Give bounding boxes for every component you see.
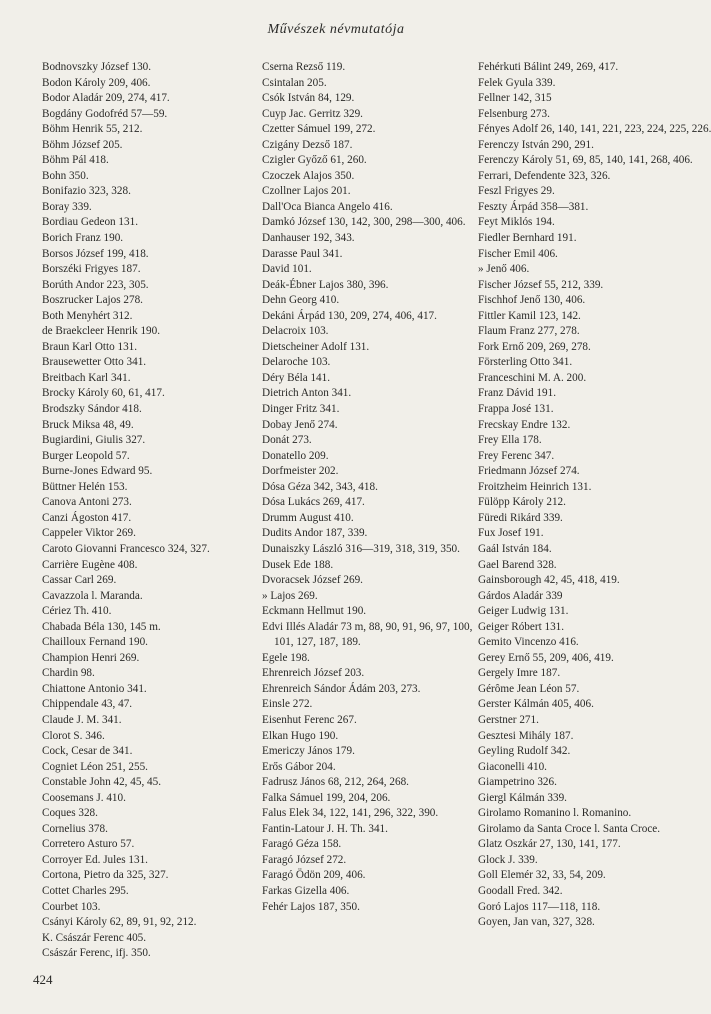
index-entry: Froitzheim Heinrich 131. [478,480,592,493]
index-entry: Burger Leopold 57. [42,449,130,462]
index-entry: Czollner Lajos 201. [262,185,351,198]
index-entry: Emericzy János 179. [262,745,355,758]
index-entry: » Lajos 269. [262,589,318,602]
index-entry: Both Menyhért 312. [42,309,133,322]
index-entry: Böhm Pál 418. [42,154,109,167]
index-entry: » Jenő 406. [478,263,530,276]
index-entry: Danhauser 192, 343. [262,232,355,245]
running-head: Művészek névmutatója [267,22,405,37]
index-entry: Cserna Rezső 119. [262,61,346,73]
index-entry: Felek Gyula 339. [478,76,556,89]
index-entry: Déry Béla 141. [262,371,331,384]
index-entry: Borszéki Frigyes 187. [42,263,141,276]
index-entry: Feszl Frigyes 29. [478,185,555,198]
index-entry: Elkan Hugo 190. [262,729,339,742]
index-entry: Glatz Oszkár 27, 130, 141, 177. [478,838,621,851]
index-entry: Gerster Kálmán 405, 406. [478,698,594,711]
index-entry: Erős Gábor 204. [262,760,336,773]
index-entry: Cavazzola l. Maranda. [42,589,143,602]
index-entry: Faragó Géza 158. [262,838,342,851]
index-entry: Chabada Béla 130, 145 m. [42,620,161,633]
index-entry: Breitbach Karl 341. [42,371,131,384]
index-column-2 [262,60,480,915]
index-entry: Büttner Helén 153. [42,480,128,493]
index-entry: Fülöpp Károly 212. [478,496,566,509]
index-entry: Falka Sámuel 199, 204, 206. [262,791,391,804]
index-entry: Geyling Rudolf 342. [478,745,571,758]
index-entry: Braun Karl Otto 131. [42,340,138,353]
index-entry: Csányi Károly 62, 89, 91, 92, 212. [42,916,197,929]
index-entry: Dudits Andor 187, 339. [262,527,368,540]
index-entry: Corretero Asturo 57. [42,838,135,851]
index-entry: Böhm József 205. [42,138,123,151]
index-entry: Cogniet Léon 251, 255. [42,760,148,773]
index-entry: Czoczek Alajos 350. [262,169,355,182]
index-entry: Darasse Paul 341. [262,247,343,260]
index-entry: Dehn Georg 410. [262,294,340,307]
index-entry: Gerstner 271. [478,713,539,726]
index-entry: Gerey Ernő 55, 209, 406, 419. [478,651,614,664]
index-entry: Goró Lajos 117—118, 118. [478,900,601,913]
index-entry: Csók István 84, 129. [262,92,355,105]
index-entry: Claude J. M. 341. [42,713,122,726]
index-entry: Cassar Carl 269. [42,574,117,587]
index-entry: Corroyer Ed. Jules 131. [42,853,148,866]
index-entry: de Braekcleer Henrik 190. [42,325,161,338]
index-entry: Brocky Károly 60, 61, 417. [42,387,165,400]
index-entry: Gesztesi Mihály 187. [478,729,574,742]
index-entry: Dekáni Árpád 130, 209, 274, 406, 417. [262,309,437,322]
index-entry: Geiger Ludwig 131. [478,605,569,618]
index-entry: Franceschini M. A. 200. [478,371,587,384]
index-entry: Ferrari, Defendente 323, 326. [478,169,611,182]
index-entry: Gergely Imre 187. [478,667,561,680]
index-entry: Goyen, Jan van, 327, 328. [478,916,595,929]
index-entry: Felsenburg 273. [478,107,550,120]
index-entry: Damkó József 130, 142, 300, 298—300, 406. [262,216,466,229]
index-entry: Chiattone Antonio 341. [42,682,147,695]
index-entry: Feyt Miklós 194. [478,216,555,229]
index-entry: Bohn 350. [42,169,89,182]
index-entry: Ehrenreich József 203. [262,667,365,680]
index-entry: Fantin-Latour J. H. Th. 341. [262,822,388,835]
index-entry: Drumm August 410. [262,511,354,524]
index-entry: Bruck Miksa 48, 49. [42,418,134,431]
index-entry: Girolamo Romanino l. Romanino. [478,807,632,820]
index-entry: Goll Elemér 32, 33, 54, 209. [478,869,606,882]
index-entry: Canzi Ágoston 417. [42,511,132,524]
index-entry: Brodszky Sándor 418. [42,403,142,416]
index-entry: Fadrusz János 68, 212, 264, 268. [262,776,409,789]
index-entry: Dusek Ede 188. [262,558,334,571]
index-entry: Bodor Aladár 209, 274, 417. [42,92,170,105]
index-entry: Dorfmeister 202. [262,465,339,478]
index-entry: Cornelius 378. [42,822,108,835]
index-entry: Cottet Charles 295. [42,884,129,897]
index-entry: Dinger Fritz 341. [262,403,340,416]
index-entry: Ferenczy Károly 51, 69, 85, 140, 141, 268, 406. [478,154,693,167]
index-entry: Fux Josef 191. [478,527,544,540]
index-entry: Fehérkuti Bálint 249, 269, 417. [478,61,619,73]
index-entry: Chardin 98. [42,667,95,680]
index-entry: Dobay Jenő 274. [262,418,338,431]
index-entry: Borich Franz 190. [42,232,124,245]
index-entry: Goodall Fred. 342. [478,884,563,897]
index-entry: Dall'Oca Bianca Angelo 416. [262,200,393,213]
index-entry: Fischer Emil 406. [478,247,558,260]
index-entry: Faragó Ödön 209, 406. [262,869,366,882]
index-entry: David 101. [262,263,312,276]
index-entry: Fellner 142, 315 [478,92,552,105]
index-entry: Császár Ferenc, ifj. 350. [42,947,151,960]
index-entry: Delaroche 103. [262,356,331,369]
index-entry: Ehrenreich Sándor Ádám 203, 273. [262,682,421,695]
index-entry: Gaál István 184. [478,542,552,555]
index-entry: Courbet 103. [42,900,101,913]
index-entry: Czetter Sámuel 199, 272. [262,123,376,136]
index-entry: Fiedler Bernhard 191. [478,232,577,245]
index-entry: Cuyp Jac. Gerritz 329. [262,107,363,120]
index-entry: Bogdány Godofréd 57—59. [42,107,168,120]
index-entry: Dietrich Anton 341. [262,387,352,400]
index-entry: Deák-Ébner Lajos 380, 396. [262,278,389,291]
index-entry: Dietscheiner Adolf 131. [262,340,370,353]
index-entry: Försterling Otto 341. [478,356,573,369]
index-entry: Cortona, Pietro da 325, 327. [42,869,169,882]
index-entry: Feszty Árpád 358—381. [478,200,589,213]
index-entry: Friedmann József 274. [478,465,580,478]
index-entry: Bonifazio 323, 328. [42,185,131,198]
index-entry: Gérôme Jean Léon 57. [478,682,580,695]
index-entry: Caroto Giovanni Francesco 324, 327. [42,542,210,555]
index-entry: Böhm Henrik 55, 212. [42,123,143,136]
index-entry: Brausewetter Otto 341. [42,356,147,369]
index-entry: Bodon Károly 209, 406. [42,76,151,89]
index-entry: Edvi Illés Aladár 73 m, 88, 90, 91, 96, 97, 100, 101, 127, 187, 189. [262,620,473,649]
index-entry: Borsos József 199, 418. [42,247,149,260]
index-entry: Gael Barend 328. [478,558,557,571]
index-entry: Frecskay Endre 132. [478,418,571,431]
index-entry: Gainsborough 42, 45, 418, 419. [478,574,620,587]
index-entry: Geiger Róbert 131. [478,620,565,633]
index-entry: Eisenhut Ferenc 267. [262,713,357,726]
index-entry: Cock, Cesar de 341. [42,745,133,758]
index-entry: Czigány Dezső 187. [262,138,353,151]
index-entry: Giergl Kálmán 339. [478,791,567,804]
index-entry: Czigler Győző 61, 260. [262,154,367,167]
index-entry: Dvoracsek József 269. [262,574,363,587]
index-entry: Champion Henri 269. [42,651,140,664]
index-entry: Burne-Jones Edward 95. [42,465,153,478]
index-entry: Fényes Adolf 26, 140, 141, 221, 223, 224, 225, 226. [478,123,711,136]
index-entry: Egele 198. [262,651,310,664]
index-entry: Flaum Franz 277, 278. [478,325,580,338]
index-entry: Frappa José 131. [478,403,554,416]
index-entry: Franz Dávid 191. [478,387,556,400]
index-entry: Einsle 272. [262,698,313,711]
index-entry: Dósa Lukács 269, 417. [262,496,365,509]
index-entry: K. Császár Ferenc 405. [42,931,147,944]
index-entry: Füredi Rikárd 339. [478,511,563,524]
index-entry: Fork Ernő 209, 269, 278. [478,340,591,353]
index-entry: Boszrucker Lajos 278. [42,294,143,307]
index-entry: Frey Ferenc 347. [478,449,555,462]
index-entry: Clorot S. 346. [42,729,105,742]
index-entry: Dósa Géza 342, 343, 418. [262,480,378,493]
index-entry: Donatello 209. [262,449,329,462]
index-entry: Boray 339. [42,200,92,213]
index-entry: Carrière Eugène 408. [42,558,138,571]
index-entry: Faragó József 272. [262,853,347,866]
index-entry: Coosemans J. 410. [42,791,126,804]
index-entry: Coques 328. [42,807,98,820]
index-entry: Fehér Lajos 187, 350. [262,900,360,913]
index-entry: Fischer József 55, 212, 339. [478,278,604,291]
index-entry: Bordiau Gedeon 131. [42,216,139,229]
index-entry: Cériez Th. 410. [42,605,112,618]
page-number: 424 [33,972,53,987]
index-entry: Fittler Kamil 123, 142. [478,309,581,322]
index-entry: Girolamo da Santa Croce l. Santa Croce. [478,822,661,835]
index-entry: Bugiardini, Giulis 327. [42,434,146,447]
index-entry: Glock J. 339. [478,853,538,866]
index-entry: Chailloux Fernand 190. [42,636,148,649]
index-entry: Cappeler Viktor 269. [42,527,136,540]
index-entry: Constable John 42, 45, 45. [42,776,162,789]
index-column-3 [478,60,711,931]
index-entry: Csintalan 205. [262,76,327,89]
index-entry: Delacroix 103. [262,325,329,338]
index-entry: Gemito Vincenzo 416. [478,636,579,649]
index-entry: Giampetrino 326. [478,776,557,789]
index-entry: Fischhof Jenő 130, 406. [478,294,586,307]
index-entry: Donát 273. [262,434,312,447]
index-entry: Falus Elek 34, 122, 141, 296, 322, 390. [262,807,439,820]
index-entry: Ferenczy István 290, 291. [478,138,594,151]
index-entry: Giaconelli 410. [478,760,547,773]
index-entry: Farkas Gizella 406. [262,884,350,897]
index-column-1 [42,60,242,962]
index-entry: Borúth Andor 223, 305. [42,278,149,291]
index-entry: Canova Antoni 273. [42,496,132,509]
index-entry: Dunaiszky László 316—319, 318, 319, 350. [262,542,460,555]
index-entry: Chippendale 43, 47. [42,698,133,711]
index-entry: Eckmann Hellmut 190. [262,605,367,618]
index-entry: Bodnovszky József 130. [42,61,152,73]
index-entry: Frey Ella 178. [478,434,542,447]
index-entry: Gárdos Aladár 339 [478,589,563,602]
